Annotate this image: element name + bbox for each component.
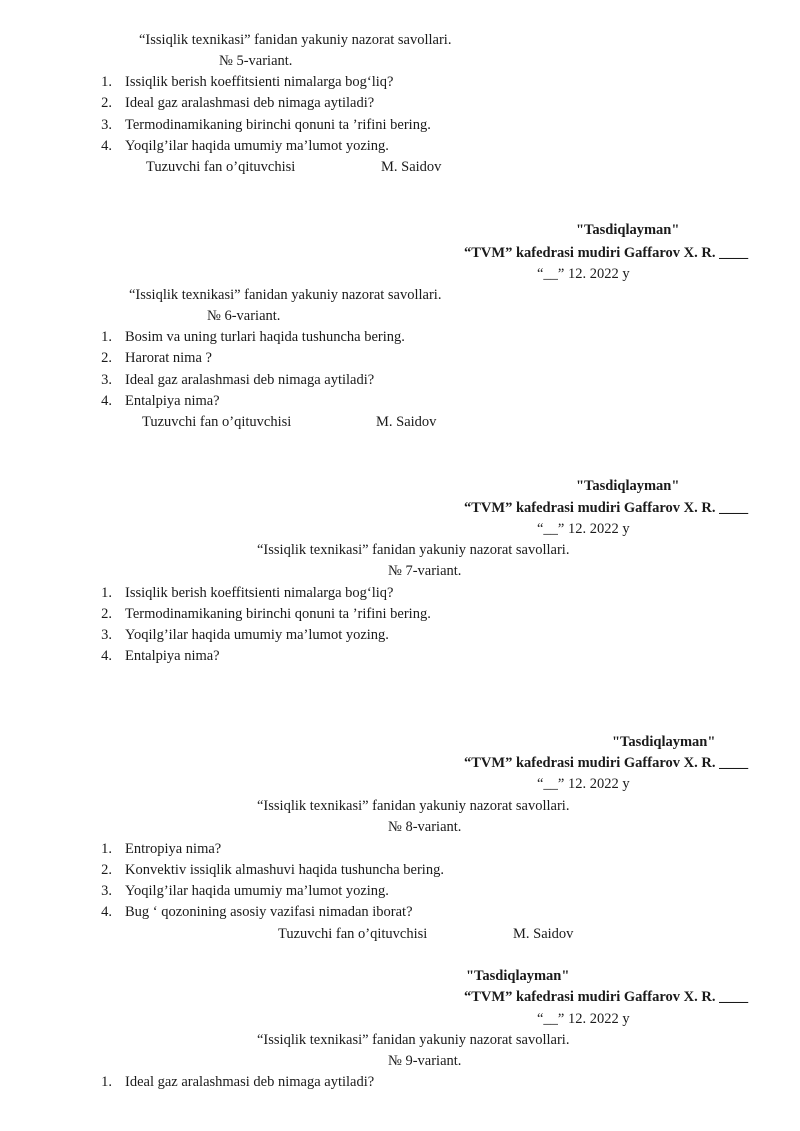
question-number: 1.: [101, 1074, 112, 1090]
question-item: Harorat nima ?: [125, 350, 212, 366]
exam-title-v8: “Issiqlik texnikasi” fanidan yakuniy nazorat savollari.: [257, 798, 570, 814]
approval-date-2: “__” 12. 2022 y: [537, 521, 630, 537]
question-item: Termodinamikaning birinchi qonuni ta ’rifini bering.: [125, 117, 431, 133]
question-item: Issiqlik berish koeffitsienti nimalarga bog‘liq?: [125, 74, 394, 90]
question-number: 3.: [101, 372, 112, 388]
question-item: Ideal gaz aralashmasi deb nimaga aytiladi?: [125, 372, 375, 388]
question-item: Yoqilg’ilar haqida umumiy ma’lumot yozing.: [125, 138, 389, 154]
question-item: Termodinamikaning birinchi qonuni ta ’rifini bering.: [125, 606, 431, 622]
question-number: 4.: [101, 138, 112, 154]
variant-label-v5: № 5-variant.: [219, 53, 293, 69]
approval-date-4: “__” 12. 2022 y: [537, 1011, 630, 1027]
question-item: Yoqilg’ilar haqida umumiy ma’lumot yozing.: [125, 883, 389, 899]
exam-title-v6: “Issiqlik texnikasi” fanidan yakuniy nazorat savollari.: [129, 287, 442, 303]
question-item: Bosim va uning turlari haqida tushuncha bering.: [125, 329, 405, 345]
signature-name-v5: M. Saidov: [381, 159, 442, 175]
variant-label-v8: № 8-variant.: [388, 819, 462, 835]
signature-name-v6: M. Saidov: [376, 414, 437, 430]
question-number: 1.: [101, 74, 112, 90]
question-item: Bug ‘ qozonining asosiy vazifasi nimadan iborat?: [125, 904, 413, 920]
exam-title-v7: “Issiqlik texnikasi” fanidan yakuniy nazorat savollari.: [257, 542, 570, 558]
question-number: 1.: [101, 841, 112, 857]
approval-date-3: “__” 12. 2022 y: [537, 776, 630, 792]
question-item: Entalpiya nima?: [125, 393, 220, 409]
question-number: 2.: [101, 95, 112, 111]
exam-title-v9: “Issiqlik texnikasi” fanidan yakuniy nazorat savollari.: [257, 1032, 570, 1048]
question-item: Issiqlik berish koeffitsienti nimalarga bog‘liq?: [125, 585, 394, 601]
question-number: 4.: [101, 393, 112, 409]
question-item: Ideal gaz aralashmasi deb nimaga aytiladi?: [125, 95, 375, 111]
signature-role-v8: Tuzuvchi fan o’qituvchisi: [278, 926, 428, 942]
signature-role-v5: Tuzuvchi fan o’qituvchisi: [146, 159, 296, 175]
question-number: 1.: [101, 329, 112, 345]
question-number: 3.: [101, 883, 112, 899]
question-number: 3.: [101, 117, 112, 133]
approval-head-3: “TVM” kafedrasi mudiri Gaffarov X. R. ____: [464, 755, 749, 771]
variant-label-v6: № 6-variant.: [207, 308, 281, 324]
approval-title-3: "Tasdiqlayman": [612, 734, 716, 750]
question-number: 2.: [101, 350, 112, 366]
question-item: Entropiya nima?: [125, 841, 222, 857]
approval-title-2: "Tasdiqlayman": [576, 478, 680, 494]
approval-date-1: “__” 12. 2022 y: [537, 266, 630, 282]
question-number: 2.: [101, 606, 112, 622]
variant-label-v9: № 9-variant.: [388, 1053, 462, 1069]
question-number: 3.: [101, 627, 112, 643]
exam-title-v5: “Issiqlik texnikasi” fanidan yakuniy nazorat savollari.: [139, 32, 452, 48]
approval-title-1: "Tasdiqlayman": [576, 222, 680, 238]
question-item: Konvektiv issiqlik almashuvi haqida tushuncha bering.: [125, 862, 444, 878]
signature-role-v6: Tuzuvchi fan o’qituvchisi: [142, 414, 292, 430]
question-number: 2.: [101, 862, 112, 878]
approval-head-2: “TVM” kafedrasi mudiri Gaffarov X. R. ____: [464, 500, 749, 516]
question-number: 4.: [101, 904, 112, 920]
question-item: Ideal gaz aralashmasi deb nimaga aytiladi?: [125, 1074, 375, 1090]
question-number: 4.: [101, 648, 112, 664]
signature-name-v8: M. Saidov: [513, 926, 574, 942]
approval-head-1: “TVM” kafedrasi mudiri Gaffarov X. R. ____: [464, 245, 749, 261]
question-item: Yoqilg’ilar haqida umumiy ma’lumot yozing.: [125, 627, 389, 643]
question-item: Entalpiya nima?: [125, 648, 220, 664]
approval-head-4: “TVM” kafedrasi mudiri Gaffarov X. R. ____: [464, 989, 749, 1005]
variant-label-v7: № 7-variant.: [388, 563, 462, 579]
question-number: 1.: [101, 585, 112, 601]
approval-title-4: "Tasdiqlayman": [466, 968, 570, 984]
